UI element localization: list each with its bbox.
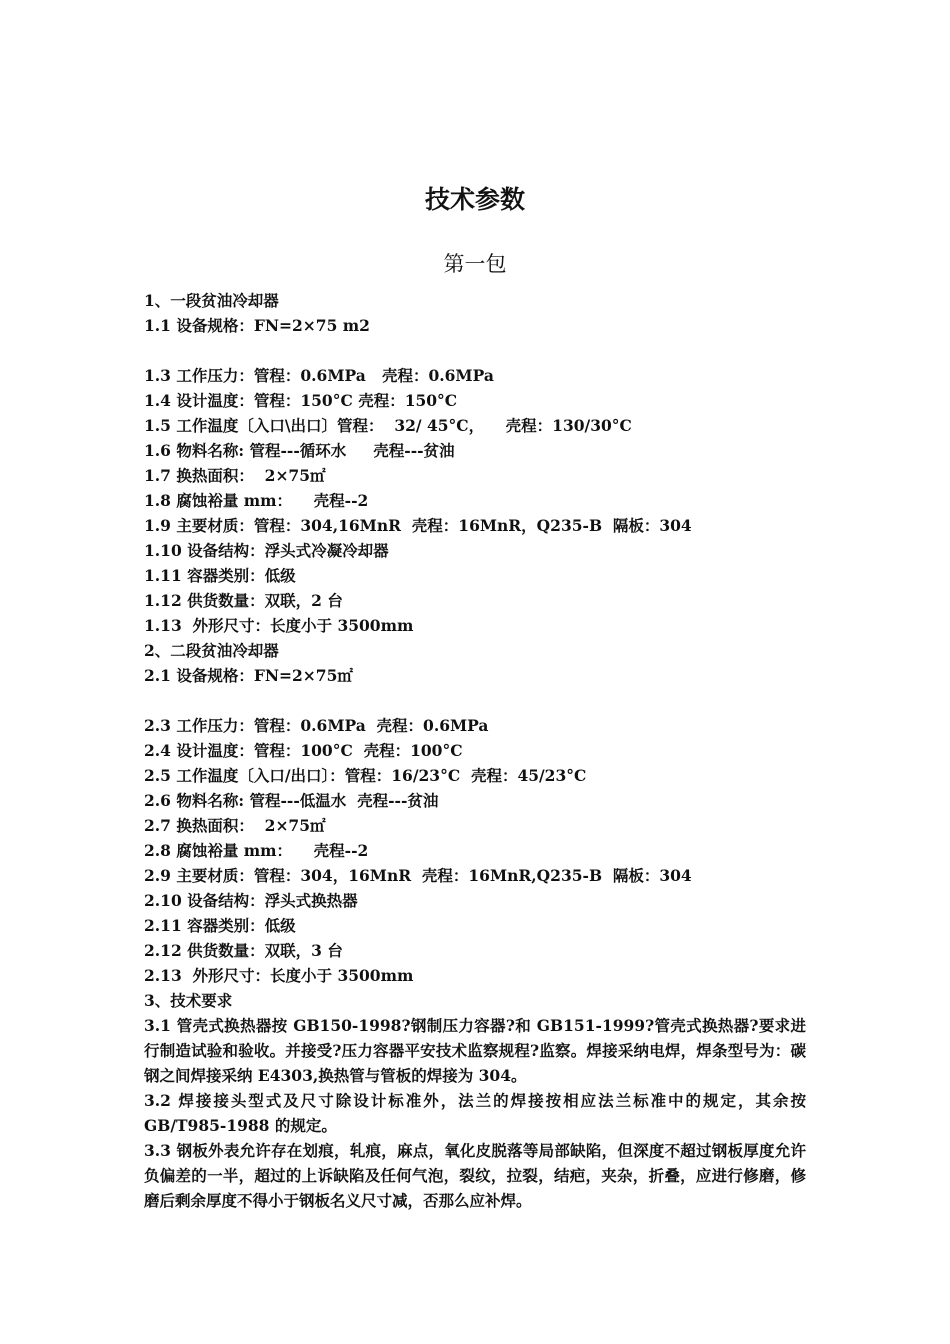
- requirement-3-1: 3.1 管壳式换热器按 GB150-1998?钢制压力容器?和 GB151-1999?管壳式换热器?要求进行制造试验和验收。并接受?压力容器平安技术监察规程?监察。焊接采纳电焊，焊条型号为：碳钢之间焊接采纳 E4303,换热管与管板的焊接为 304。: [144, 1016, 806, 1085]
- spec-1-6: 1.6 物料名称: 管程---循环水 壳程---贫油: [144, 441, 455, 460]
- spec-2-3: 2.3 工作压力：管程：0.6MPa 壳程：0.6MPa: [144, 716, 489, 735]
- blank-line: [144, 338, 806, 363]
- spec-2-4: 2.4 设计温度：管程：100°C 壳程：100°C: [144, 741, 463, 760]
- spec-1-9: 1.9 主要材质：管程：304,16MnR 壳程：16MnR，Q235-B 隔板：304: [144, 516, 692, 535]
- spec-2-6: 2.6 物料名称: 管程---低温水 壳程---贫油: [144, 791, 439, 810]
- section-1-heading: 1、一段贫油冷却器: [144, 291, 279, 310]
- document-title: 技术参数: [424, 185, 525, 214]
- spec-1-10: 1.10 设备结构：浮头式冷凝冷却器: [144, 541, 389, 560]
- spec-2-12: 2.12 供货数量：双联，3 台: [144, 941, 343, 960]
- spec-1-13: 1.13 外形尺寸：长度小于 3500mm: [144, 616, 414, 635]
- spec-1-1: 1.1 设备规格：FN=2×75 m2: [144, 316, 370, 335]
- requirement-3-3: 3.3 钢板外表允许存在划痕，轧痕，麻点，氧化皮脱落等局部缺陷，但深度不超过钢板厚度允许负偏差的一半，超过的上诉缺陷及任何气泡，裂纹，拉裂，结疤，夹杂，折叠，应进行修磨，修磨后剩余厚度不得小于钢板名义尺寸减，否那么应补焊。: [144, 1141, 806, 1210]
- spec-2-7: 2.7 换热面积： 2×75㎡: [144, 816, 326, 835]
- spec-1-5: 1.5 工作温度〔入口\出口〕管程： 32/ 45°C， 壳程：130/30°C: [144, 416, 632, 435]
- requirement-3-2: 3.2 焊接接头型式及尺寸除设计标准外，法兰的焊接按相应法兰标准中的规定，其余按 GB/T985-1988 的规定。: [144, 1091, 806, 1135]
- spec-2-5: 2.5 工作温度〔入口/出口〕：管程：16/23°C 壳程：45/23°C: [144, 766, 587, 785]
- spec-1-7: 1.7 换热面积： 2×75㎡: [144, 466, 326, 485]
- spec-1-11: 1.11 容器类别：低级: [144, 566, 296, 585]
- spec-2-11: 2.11 容器类别：低级: [144, 916, 296, 935]
- section-2-heading: 2、二段贫油冷却器: [144, 641, 279, 660]
- package-subtitle: 第一包: [443, 252, 507, 276]
- document-body: [144, 288, 806, 1213]
- spec-2-9: 2.9 主要材质：管程：304，16MnR 壳程：16MnR,Q235-B 隔板：304: [144, 866, 692, 885]
- spec-2-8: 2.8 腐蚀裕量 mm： 壳程--2: [144, 841, 369, 860]
- spec-2-1: 2.1 设备规格：FN=2×75㎡: [144, 666, 353, 685]
- spec-2-10: 2.10 设备结构：浮头式换热器: [144, 891, 358, 910]
- spec-2-13: 2.13 外形尺寸：长度小于 3500mm: [144, 966, 414, 985]
- spec-1-4: 1.4 设计温度：管程：150°C 壳程：150°C: [144, 391, 458, 410]
- spec-1-8: 1.8 腐蚀裕量 mm： 壳程--2: [144, 491, 369, 510]
- blank-line: [144, 688, 806, 713]
- spec-1-3: 1.3 工作压力：管程：0.6MPa 壳程：0.6MPa: [144, 366, 494, 385]
- spec-1-12: 1.12 供货数量：双联，2 台: [144, 591, 343, 610]
- section-3-heading: 3、技术要求: [144, 991, 233, 1010]
